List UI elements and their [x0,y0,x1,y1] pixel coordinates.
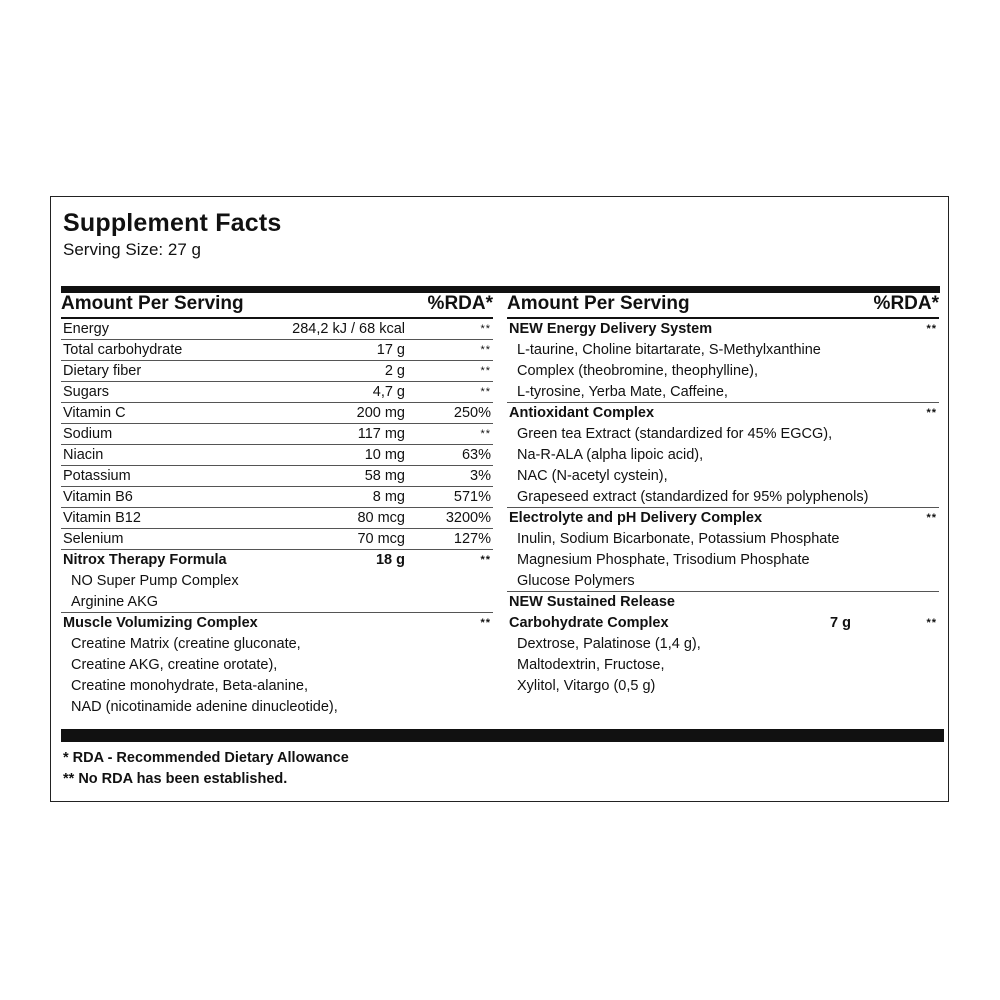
ingredient-line: NAC (N-acetyl cystein), [517,468,668,484]
ingredient-line: Glucose Polymers [507,571,939,592]
ingredient-line: Creatine AKG, creatine orotate), [71,657,278,673]
energy-system-row: NEW Energy Delivery System ** [509,321,937,337]
ingredient-line: Creatine monohydrate, Beta-alanine, [71,678,308,694]
ingredient-line: Complex (theobromine, theophylline), [517,363,758,379]
ingredient-line: Maltodextrin, Fructose, [517,657,665,673]
bottom-divider [61,729,944,742]
ingredient-line: L-taurine, Choline bitartarate, S-Methylxanthine [517,342,821,358]
right-header-rda: %RDA* [873,293,939,314]
antioxidant-complex-row: Antioxidant Complex ** [509,405,937,421]
nutrient-row: Energy 284,2 kJ / 68 kcal ** [61,319,493,340]
ingredient-line: Na-R-ALA (alpha lipoic acid), [517,447,704,463]
page-title: Supplement Facts [63,209,282,237]
nutrient-row: Vitamin C 200 mg 250% [61,403,493,424]
serving-size: Serving Size: 27 g [63,240,201,259]
nutrient-row: Total carbohydrate 17 g ** [61,340,493,361]
nutrient-row: Selenium 70 mcg 127% [61,529,493,550]
nutrient-row: Vitamin B6 8 mg 571% [61,487,493,508]
ingredient-line: Inulin, Sodium Bicarbonate, Potassium Phosphate [517,531,840,547]
no-rda-footnote: ** No RDA has been established. [63,771,288,787]
nutrient-row: Sodium 117 mg ** [61,424,493,445]
left-header [61,292,493,319]
nutrient-row: Sugars 4,7 g ** [61,382,493,403]
right-column [507,292,939,697]
ingredient-line: Dextrose, Palatinose (1,4 g), [517,636,701,652]
ingredient-line: NO Super Pump Complex [71,573,239,589]
sustained-release-row-2: Carbohydrate Complex 7 g ** [509,615,937,631]
ingredient-line: Creatine Matrix (creatine gluconate, [71,636,301,652]
nutrient-row: Vitamin B12 80 mcg 3200% [61,508,493,529]
nutrient-row: Dietary fiber 2 g ** [61,361,493,382]
nitrox-formula-row: Nitrox Therapy Formula 18 g ** [63,552,491,568]
right-header-amount: Amount Per Serving [507,293,690,314]
supplement-facts-panel [50,196,949,802]
ingredient-line: Green tea Extract (standardized for 45% EGCG), [517,426,833,442]
rda-footnote: * RDA - Recommended Dietary Allowance [63,750,349,766]
ingredient-line: Magnesium Phosphate, Trisodium Phosphate [517,552,810,568]
ingredient-line: NAD (nicotinamide adenine dinucleotide), [71,699,338,715]
left-header-amount: Amount Per Serving [61,293,244,314]
ingredient-line: L-tyrosine, Yerba Mate, Caffeine, [507,382,939,403]
ingredient-line: Grapeseed extract (standardized for 95% polyphenols) [507,487,939,508]
right-header [507,292,939,319]
muscle-complex-row: Muscle Volumizing Complex ** [63,615,491,631]
sustained-release-row: NEW Sustained Release [509,594,675,610]
footnotes [63,748,349,790]
nutrient-row: Niacin 10 mg 63% [61,445,493,466]
electrolyte-complex-row: Electrolyte and pH Delivery Complex ** [509,510,937,526]
left-header-rda: %RDA* [427,293,493,314]
left-column [61,292,493,718]
nutrient-row: Potassium 58 mg 3% [61,466,493,487]
ingredient-line: Xylitol, Vitargo (0,5 g) [517,678,656,694]
ingredient-line: Arginine AKG [61,592,493,613]
